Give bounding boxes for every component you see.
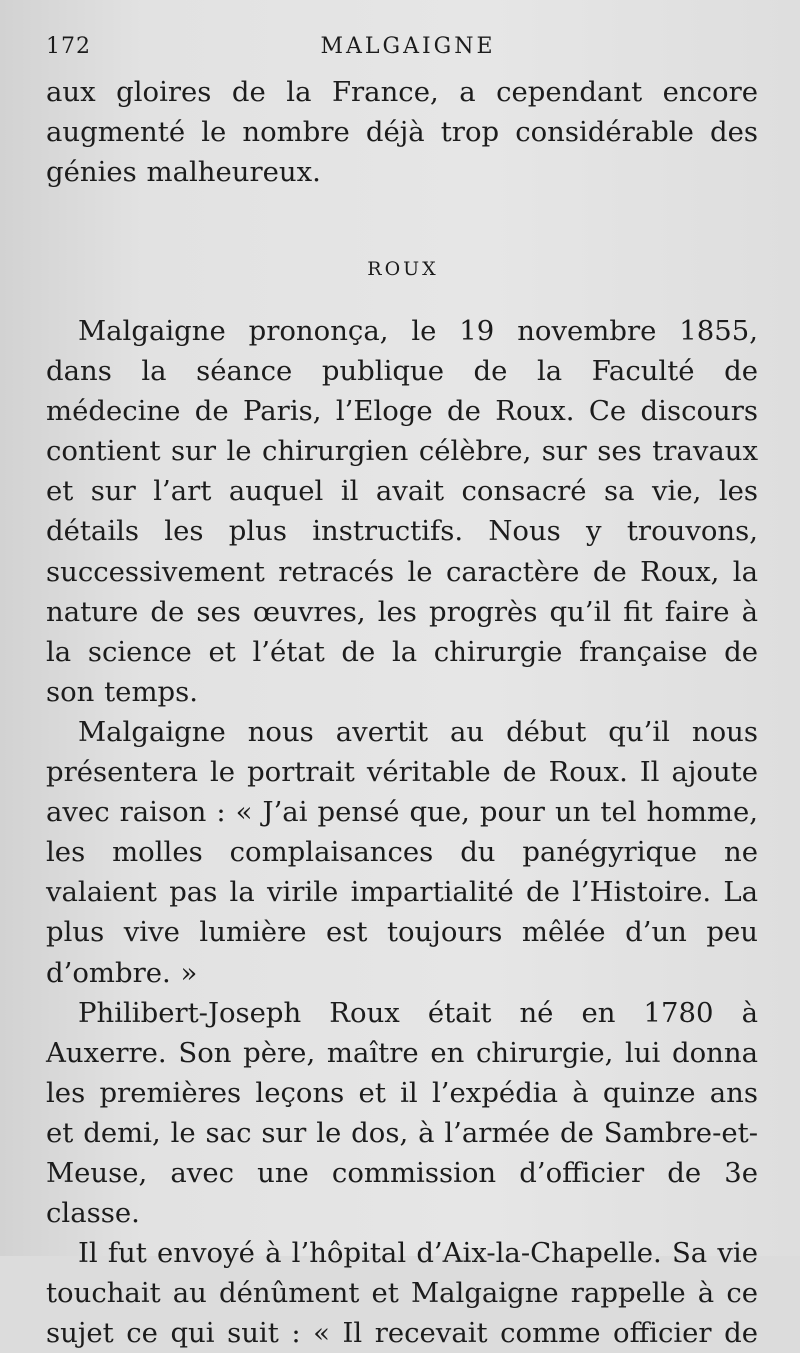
- paragraph-4: Il fut envoyé à l’hôpital d’Aix-la-Chapelle. Sa vie touchait au dénûment et Malgaigne rappelle à ce sujet ce qui suit : « Il recevait comme officier de: [46, 1237, 758, 1350]
- paragraph-2: Malgaigne nous avertit au début qu’il nous présentera le portrait véritable de Roux. Il ajoute avec raison : « J’ai pensé que, pour un tel homme, les molles complaisances du panégyrique ne valaient pas la virile impartialité de l’Histoire. La plus vive lumière est toujours mêlée d’un peu d’ombre. »: [46, 715, 758, 989]
- section-title: ROUX: [367, 258, 439, 280]
- page-header: [46, 34, 760, 64]
- running-title: MALGAIGNE: [320, 34, 496, 59]
- paragraph-3: Philibert-Joseph Roux était né en 1780 à Auxerre. Son père, maître en chirurgie, lui donna les premières leçons et il l’expédia à quinze ans et demi, le sac sur le dos, à l’armée de Sambre-et-Meuse, avec une commission d’officier de 3e classe.: [46, 996, 758, 1230]
- body-text: [46, 311, 758, 1353]
- paragraph-1: Malgaigne prononça, le 19 novembre 1855, dans la séance publique de la Faculté de médecine de Paris, l’Eloge de Roux. Ce discours contient sur le chirurgien célèbre, sur ses travaux et sur l’art auquel il avait consacré sa vie, les détails les plus instructifs. Nous y trouvons, successivement retracés le caractère de Roux, la nature de ses œuvres, les progrès qu’il fit faire à la science et l’état de la chirurgie française de son temps.: [46, 315, 758, 708]
- continuation-text: [46, 72, 758, 192]
- page-number: 172: [46, 34, 91, 59]
- continuation-paragraph: aux gloires de la France, a cependant encore augmenté le nombre déjà trop considérable des génies malheureux.: [46, 76, 758, 189]
